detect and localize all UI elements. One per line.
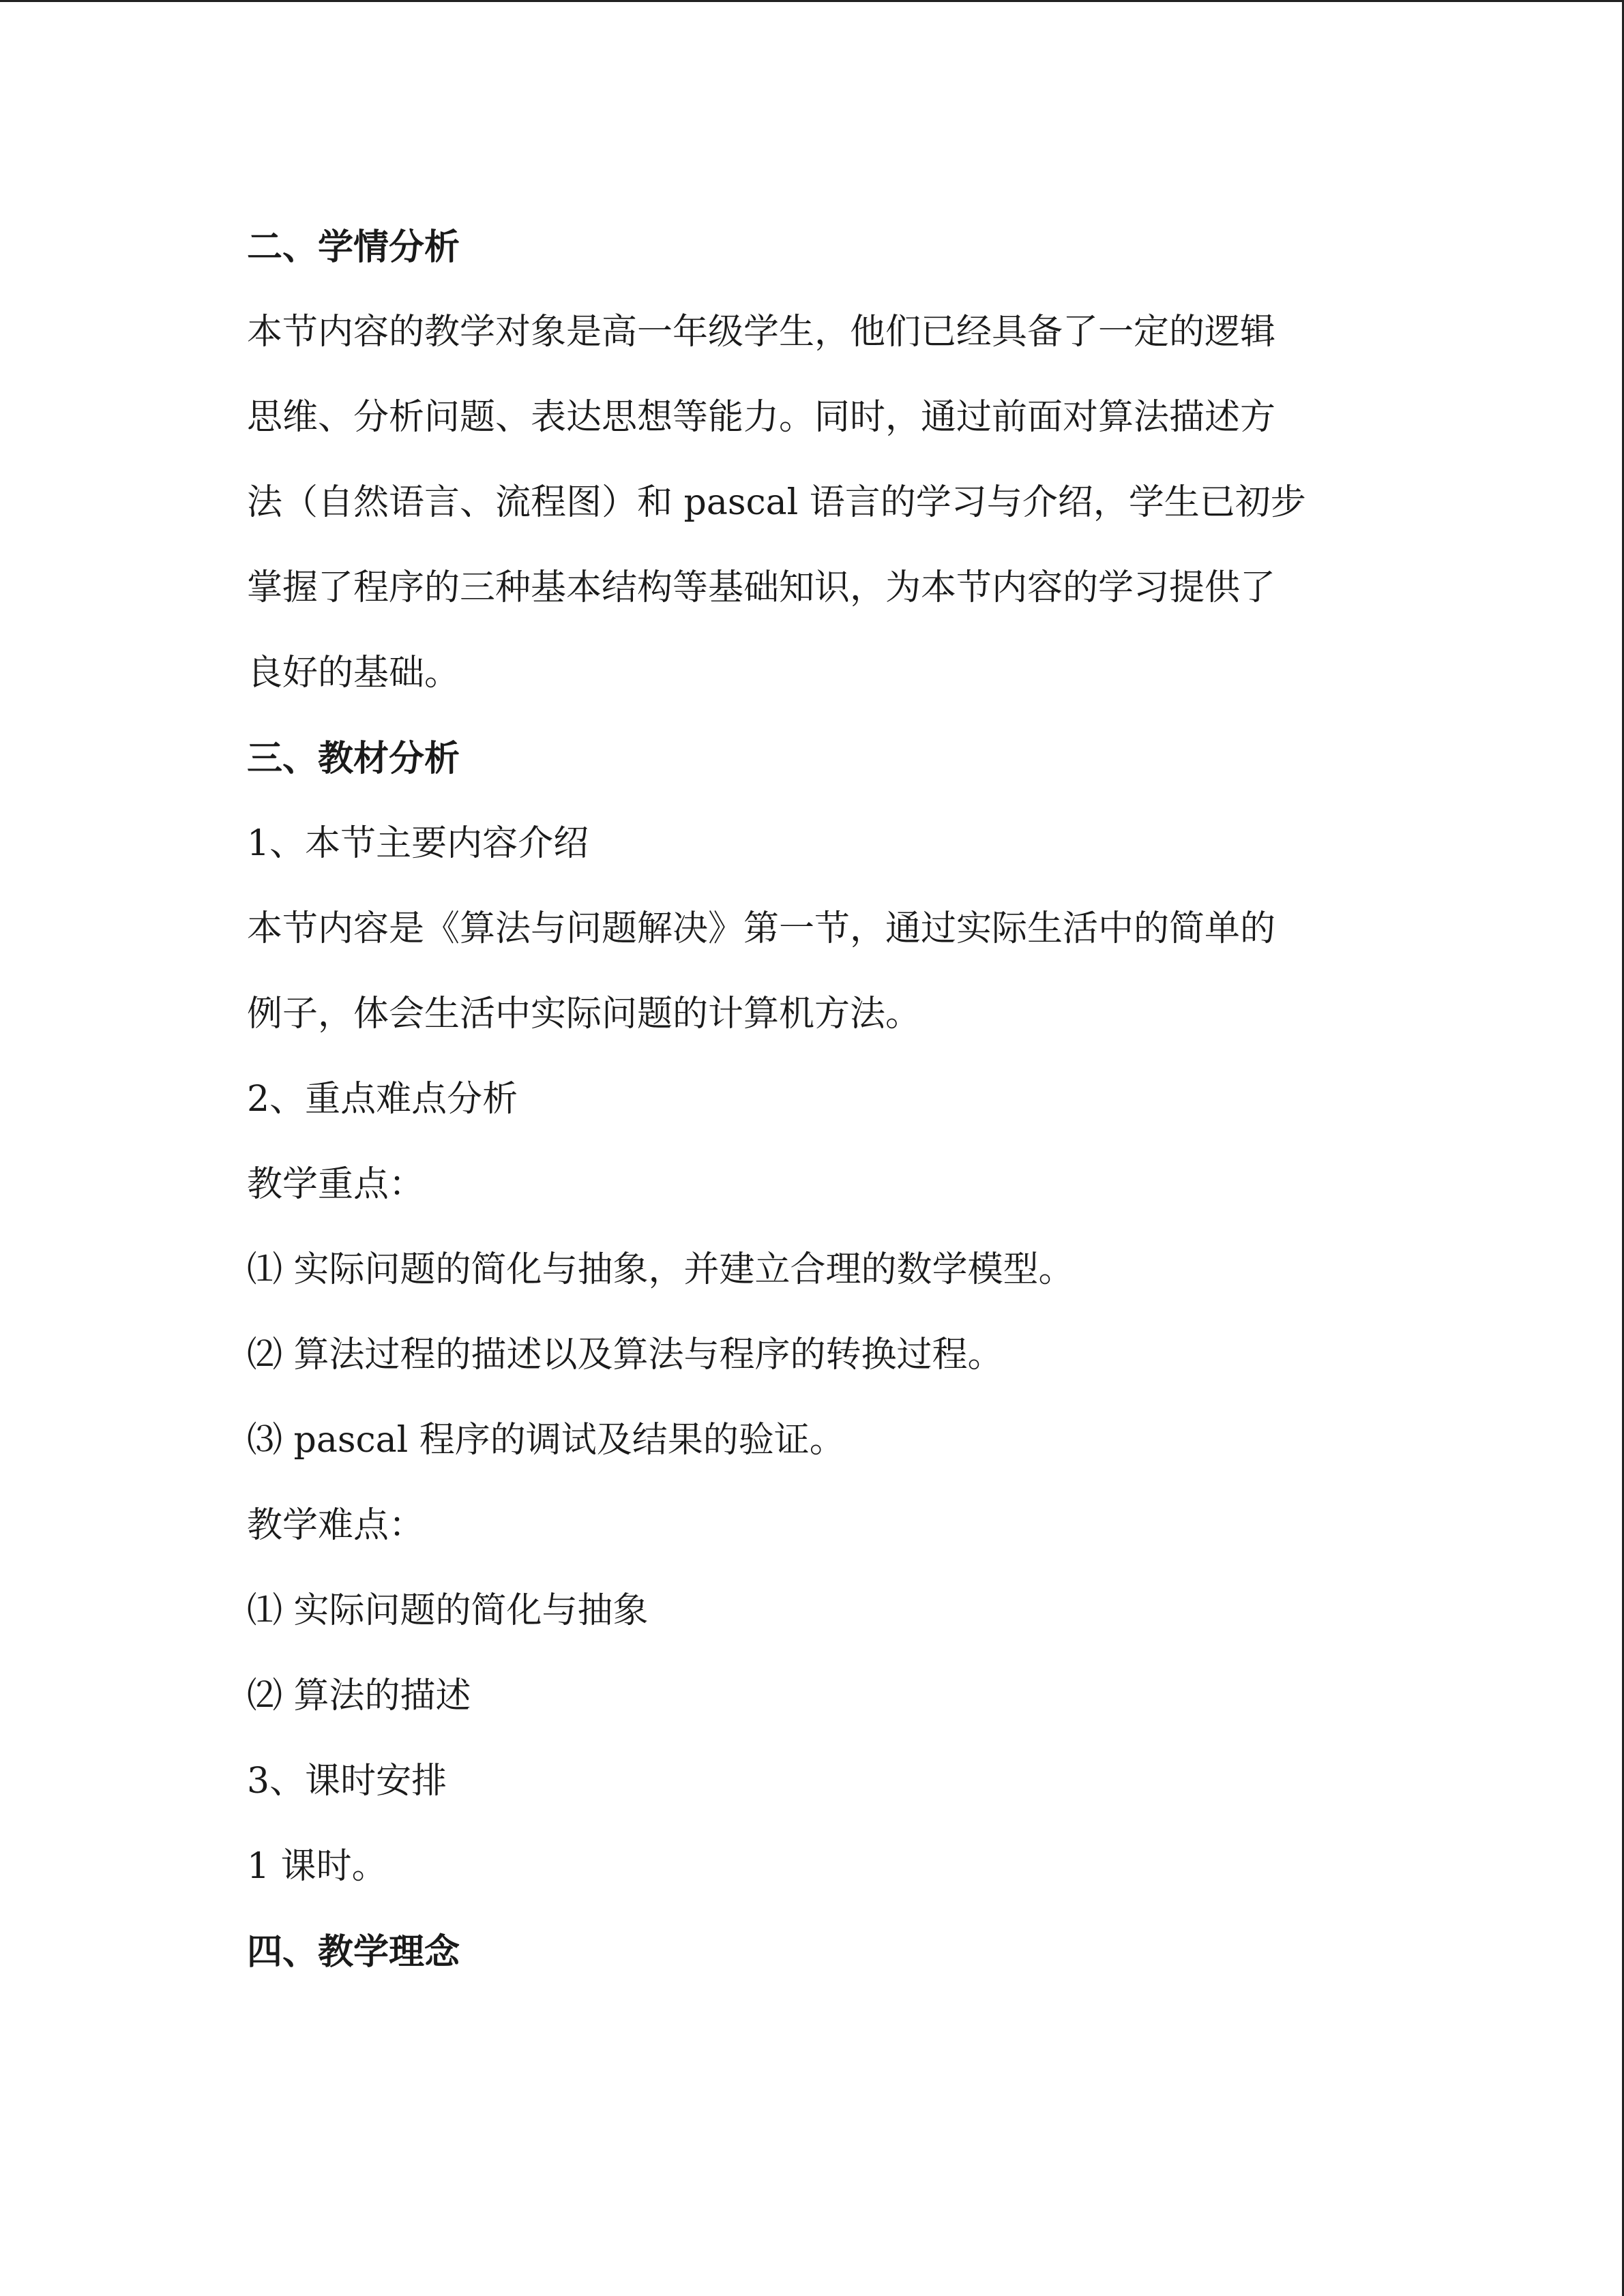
subheading-key-difficult-points: 2、重点难点分析 — [247, 1079, 518, 1120]
paragraph-line: 良好的基础。 — [247, 653, 460, 694]
paragraph-line: 思维、分析问题、表达思想等能力。同时，通过前面对算法描述方 — [247, 397, 1276, 438]
paragraph-line: 本节内容是《算法与问题解决》第一节，通过实际生活中的简单的 — [247, 908, 1276, 949]
paragraph-line: 法（自然语言、流程图）和 pascal 语言的学习与介绍，学生已初步 — [247, 482, 1306, 523]
section-heading-student-analysis: 二、学情分析 — [247, 226, 460, 268]
list-item: ⑶ pascal 程序的调试及结果的验证。 — [247, 1420, 845, 1461]
paragraph-line: 例子，体会生活中实际问题的计算机方法。 — [247, 994, 921, 1034]
label-teaching-focus: 教学重点： — [247, 1164, 425, 1205]
subheading-main-content: 1、本节主要内容介绍 — [247, 823, 589, 864]
label-teaching-difficulty: 教学难点： — [247, 1505, 425, 1546]
section-heading-teaching-philosophy: 四、教学理念 — [247, 1931, 460, 1973]
list-item: ⑵ 算法过程的描述以及算法与程序的转换过程。 — [247, 1335, 1003, 1375]
list-item: ⑴ 实际问题的简化与抽象 — [247, 1590, 649, 1631]
section-heading-textbook-analysis: 三、教材分析 — [247, 738, 460, 779]
paragraph-line: 本节内容的教学对象是高一年级学生，他们已经具备了一定的逻辑 — [247, 312, 1276, 353]
page-border-top — [0, 0, 1624, 2]
paragraph-line: 掌握了程序的三种基本结构等基础知识，为本节内容的学习提供了 — [247, 567, 1276, 608]
paragraph-line: 1 课时。 — [247, 1846, 387, 1887]
document-body — [247, 205, 1379, 1995]
list-item: ⑵ 算法的描述 — [247, 1675, 471, 1716]
list-item: ⑴ 实际问题的简化与抽象，并建立合理的数学模型。 — [247, 1249, 1074, 1290]
subheading-class-schedule: 3、课时安排 — [247, 1761, 447, 1802]
